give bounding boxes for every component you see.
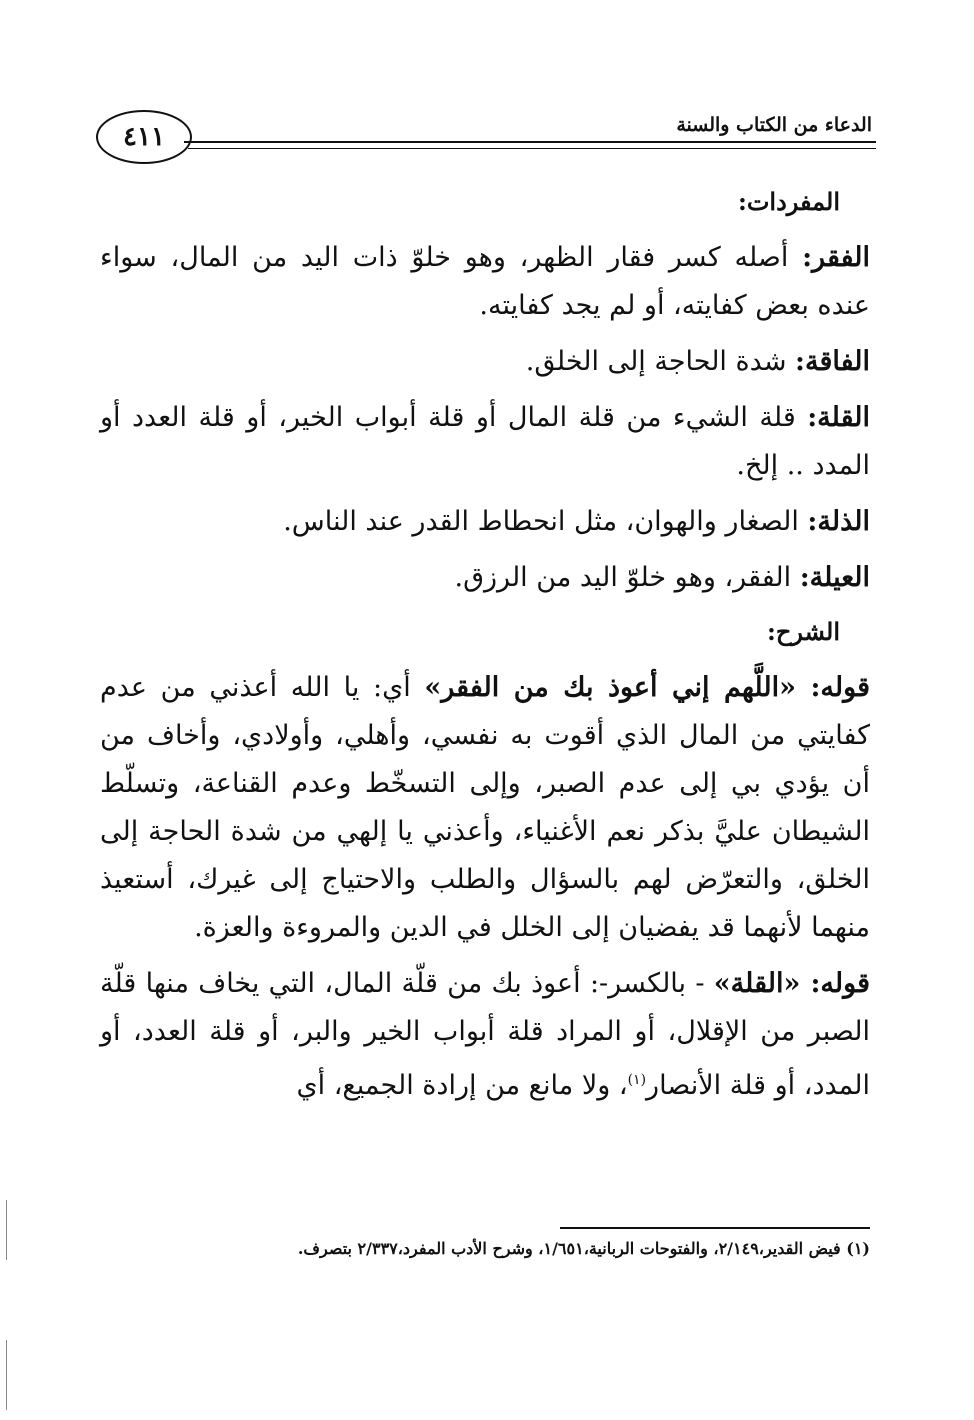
- vocab-term: العيلة:: [799, 562, 870, 593]
- explanation-heading: الشرح:: [767, 617, 840, 646]
- vocab-entry: [100, 498, 870, 546]
- vocab-definition: الفقر، وهو خلوّ اليد من الرزق.: [454, 562, 800, 593]
- page-header: [96, 108, 876, 188]
- vocab-definition: شدة الحاجة إلى الخلق.: [525, 346, 796, 377]
- header-rule: [184, 141, 876, 143]
- vocab-entry: [100, 234, 870, 330]
- vocab-term: الفاقة:: [795, 346, 870, 377]
- vocab-definition: أصله كسر فقار الظهر، وهو خلوّ ذات اليد من المال، سواء عنده بعض كفايته، أو لم يجد كفايته.: [100, 242, 870, 321]
- vocab-term: الذلة:: [807, 506, 870, 537]
- vocab-definition: الصغار والهوان، مثل انحطاط القدر عند الناس.: [283, 506, 808, 537]
- running-title: الدعاء من الكتاب والسنة: [676, 114, 872, 136]
- hadith-quote: «القلة»: [713, 968, 801, 999]
- scan-margin-line-upper: [6, 1200, 7, 1260]
- scan-margin-line-lower: [6, 1340, 7, 1410]
- paragraph-text-continued: ، ولا مانع من إرادة الجميع، أي: [296, 1070, 628, 1101]
- explanation-paragraph: [100, 664, 870, 952]
- quote-lead: قوله:: [795, 672, 870, 703]
- vocab-entry: [100, 554, 870, 602]
- vocab-entry: [100, 394, 870, 490]
- explanation-paragraph: [100, 960, 870, 1110]
- quote-lead: قوله:: [800, 968, 870, 999]
- page-body: [100, 180, 870, 1118]
- vocabulary-heading: المفردات:: [737, 187, 840, 216]
- header-rule-thin: [188, 148, 876, 149]
- paragraph-text: - بالكسر-: أعوذ بك من قلّة المال، التي يخاف منها قلّة الصبر من الإقلال، أو المراد قلة أبواب الخير والبر، أو قلة العدد، أو المدد، أو قلة الأنصار: [100, 968, 870, 1101]
- paragraph-text: أي: يا الله أعذني من عدم كفايتي من المال الذي أقوت به نفسي، وأهلي، وأولادي، وأخاف من أن يؤدي بي إلى عدم الصبر، وإلى التسخّط وعدم القناعة، وتسلّط الشيطان عليَّ بذكر نعم الأغنياء، وأعذني يا إلهي من شدة الحاجة إلى الخلق، والتعرّض لهم بالسؤال والطلب والاحتياج إلى غيرك، أستعيذ منهما لأنهما قد يفضيان إلى الخلل في الدين والمروءة والعزة.: [100, 672, 870, 943]
- vocab-term: القلة:: [807, 402, 870, 433]
- footnote-marker: (١): [627, 1072, 647, 1088]
- hadith-quote: «اللَّهم إني أعوذ بك من الفقر»: [424, 672, 796, 703]
- vocab-term: الفقر:: [802, 242, 870, 273]
- vocab-definition: قلة الشيء من قلة المال أو قلة أبواب الخير، أو قلة العدد أو المدد .. إلخ.: [100, 402, 870, 481]
- footnote-separator: [560, 1227, 870, 1229]
- page-number: ٤١١: [96, 110, 192, 164]
- footnote: (١) فيض القدير،٢/١٤٩، والفتوحات الربانية،١/٦٥١، وشرح الأدب المفرد،٢/٣٣٧ بتصرف.: [297, 1239, 870, 1258]
- vocab-entry: [100, 338, 870, 386]
